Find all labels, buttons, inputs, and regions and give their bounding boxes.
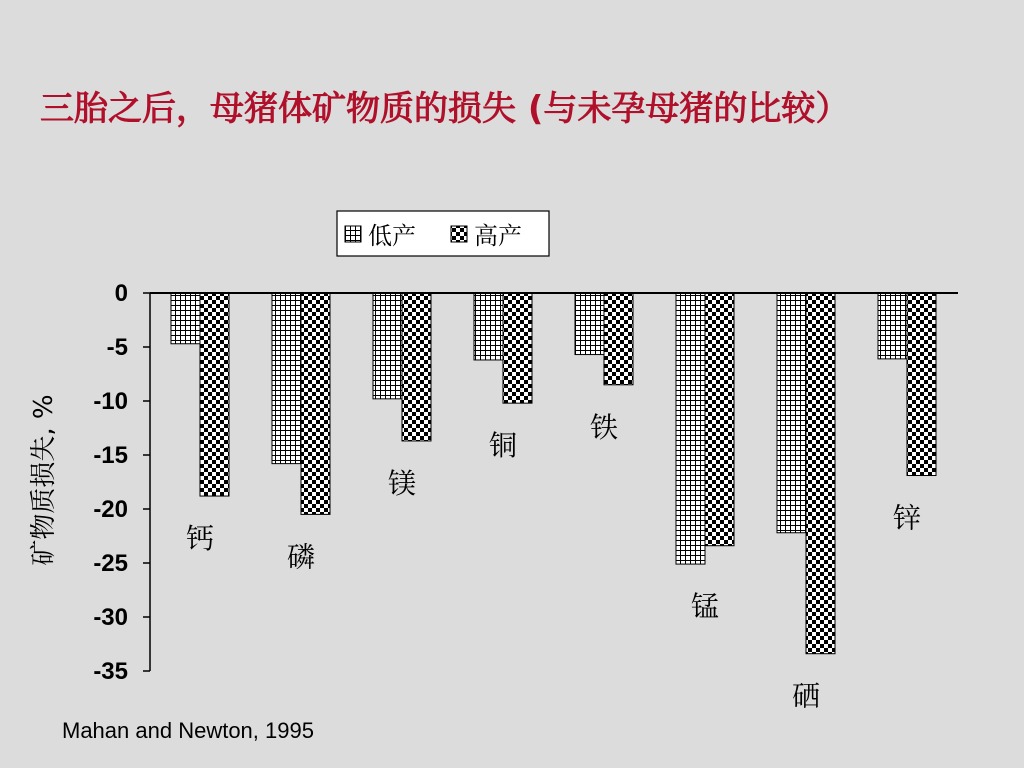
bar-low-3 bbox=[474, 293, 503, 360]
bar-low-5 bbox=[676, 293, 705, 564]
bar-low-1 bbox=[272, 293, 301, 464]
legend-swatch-low bbox=[345, 226, 361, 242]
bar-low-0 bbox=[171, 293, 200, 344]
y-tick-label: -15 bbox=[93, 442, 128, 469]
y-tick-label: -20 bbox=[93, 496, 128, 523]
bar-low-4 bbox=[575, 293, 604, 355]
bar-high-0 bbox=[200, 293, 229, 496]
plot-area bbox=[93, 280, 958, 713]
source-citation: Mahan and Newton, 1995 bbox=[62, 718, 314, 743]
legend-label-low: 低产 bbox=[368, 222, 416, 250]
category-label-5: 锰 bbox=[690, 590, 720, 624]
bar-low-2 bbox=[373, 293, 402, 399]
y-tick-label: -10 bbox=[93, 388, 128, 415]
category-label-7: 锌 bbox=[892, 501, 922, 535]
category-label-6: 硒 bbox=[791, 679, 821, 713]
bar-high-7 bbox=[907, 293, 936, 476]
chart-title: 三胎之后，母猪体矿物质的损失 (与未孕母猪的比较） bbox=[40, 89, 850, 129]
bar-high-2 bbox=[402, 293, 431, 441]
category-label-1: 磷 bbox=[286, 540, 316, 574]
bar-high-1 bbox=[301, 293, 330, 514]
bar-low-6 bbox=[777, 293, 806, 533]
y-tick-label: -5 bbox=[106, 334, 128, 361]
legend-swatch-high bbox=[451, 226, 467, 242]
bar-high-6 bbox=[806, 293, 835, 654]
category-label-2: 镁 bbox=[387, 466, 417, 500]
category-label-0: 钙 bbox=[185, 522, 215, 556]
y-tick-label: -25 bbox=[93, 550, 128, 577]
y-tick-label: -35 bbox=[93, 658, 128, 685]
bar-low-7 bbox=[878, 293, 907, 359]
y-tick-label: -30 bbox=[93, 604, 128, 631]
legend-label-high: 高产 bbox=[474, 222, 522, 250]
bar-high-4 bbox=[604, 293, 633, 385]
bar-high-5 bbox=[705, 293, 734, 546]
y-tick-label: 0 bbox=[114, 280, 128, 307]
category-label-3: 铜 bbox=[488, 429, 518, 463]
category-label-4: 铁 bbox=[589, 410, 619, 444]
y-axis-label: 矿物质损失, % bbox=[29, 394, 59, 566]
bar-high-3 bbox=[503, 293, 532, 403]
legend bbox=[337, 211, 549, 256]
